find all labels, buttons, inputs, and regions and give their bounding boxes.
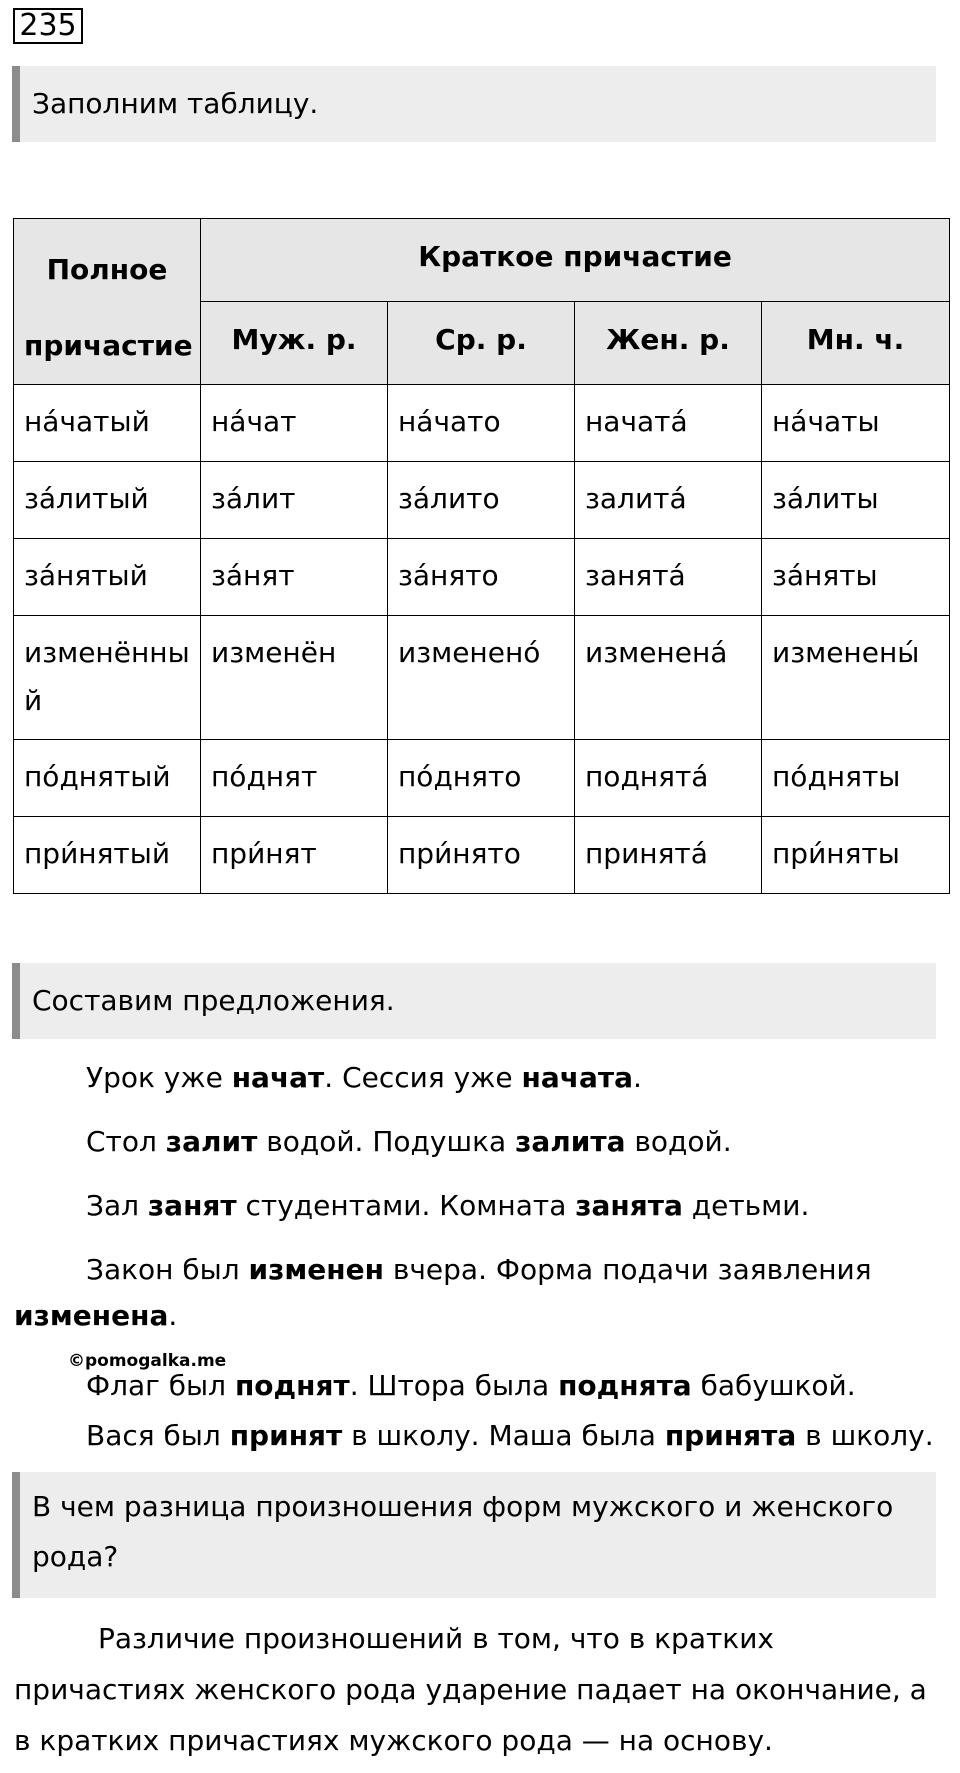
- sentence-line: Вася был принят в школу. Маша была принята в школу.: [86, 1419, 934, 1452]
- header-full-participle: Полное причастие: [14, 219, 201, 385]
- table-cell: за́няты: [762, 539, 950, 616]
- watermark: ©pomogalka.me: [68, 1351, 227, 1371]
- table-row: [14, 740, 950, 817]
- table-cell: при́нято: [388, 817, 575, 894]
- table-cell: за́нятый: [14, 539, 201, 616]
- table-cell: на́чаты: [762, 385, 950, 462]
- sentence-line: Стол залит водой. Подушка залита водой.: [86, 1125, 732, 1158]
- header-short-participle: Краткое причастие: [201, 219, 950, 302]
- table-cell: за́литый: [14, 462, 201, 539]
- table-cell: принята́: [575, 817, 762, 894]
- table-cell: изменённый: [14, 616, 201, 740]
- table-cell: по́днятый: [14, 740, 201, 817]
- sentence-line: Зал занят студентами. Комната занята детьми.: [86, 1189, 810, 1222]
- participles-table: [13, 218, 950, 894]
- section-heading-sentences: Составим предложения.: [12, 963, 936, 1039]
- table-cell: на́чатый: [14, 385, 201, 462]
- table-cell: поднята́: [575, 740, 762, 817]
- subheader-feminine: Жен. р.: [575, 302, 762, 385]
- table-cell: за́нят: [201, 539, 388, 616]
- section-heading-question: В чем разница произношения форм мужского и женского рода?: [12, 1472, 936, 1598]
- table-cell: при́няты: [762, 817, 950, 894]
- table-cell: при́нят: [201, 817, 388, 894]
- sentence-line: Урок уже начат. Сессия уже начата.: [86, 1061, 642, 1094]
- table-cell: изменён: [201, 616, 388, 740]
- table-cell: на́чато: [388, 385, 575, 462]
- table-cell: по́днят: [201, 740, 388, 817]
- subheader-plural: Мн. ч.: [762, 302, 950, 385]
- table-cell: залита́: [575, 462, 762, 539]
- table-cell: на́чат: [201, 385, 388, 462]
- table-cell: за́лит: [201, 462, 388, 539]
- table-row: [14, 462, 950, 539]
- table-cell: по́днято: [388, 740, 575, 817]
- table-cell: за́литы: [762, 462, 950, 539]
- table-cell: по́дняты: [762, 740, 950, 817]
- sentence-line: Флаг был поднят. Штора была поднята бабушкой.: [86, 1369, 856, 1402]
- table-row: [14, 539, 950, 616]
- table-cell: изменена́: [575, 616, 762, 740]
- table-cell: начата́: [575, 385, 762, 462]
- subheader-neuter: Ср. р.: [388, 302, 575, 385]
- table-cell: изменены́: [762, 616, 950, 740]
- table-row: [14, 616, 950, 740]
- table-cell: при́нятый: [14, 817, 201, 894]
- exercise-number: 235: [13, 8, 83, 44]
- table-cell: изменено́: [388, 616, 575, 740]
- subheader-masculine: Муж. р.: [201, 302, 388, 385]
- table-cell: за́лито: [388, 462, 575, 539]
- sentence-line: Закон был изменен вчера. Форма подачи заявления изменена.: [14, 1253, 872, 1332]
- table-row: [14, 385, 950, 462]
- section-heading-table: Заполним таблицу.: [12, 66, 936, 142]
- table-row: [14, 817, 950, 894]
- table-cell: занята́: [575, 539, 762, 616]
- table-cell: за́нято: [388, 539, 575, 616]
- answer-paragraph: Различие произношений в том, что в кратких причастиях женского рода ударение падает на окончание, а в кратких причастиях мужского рода — на основу.: [14, 1622, 927, 1757]
